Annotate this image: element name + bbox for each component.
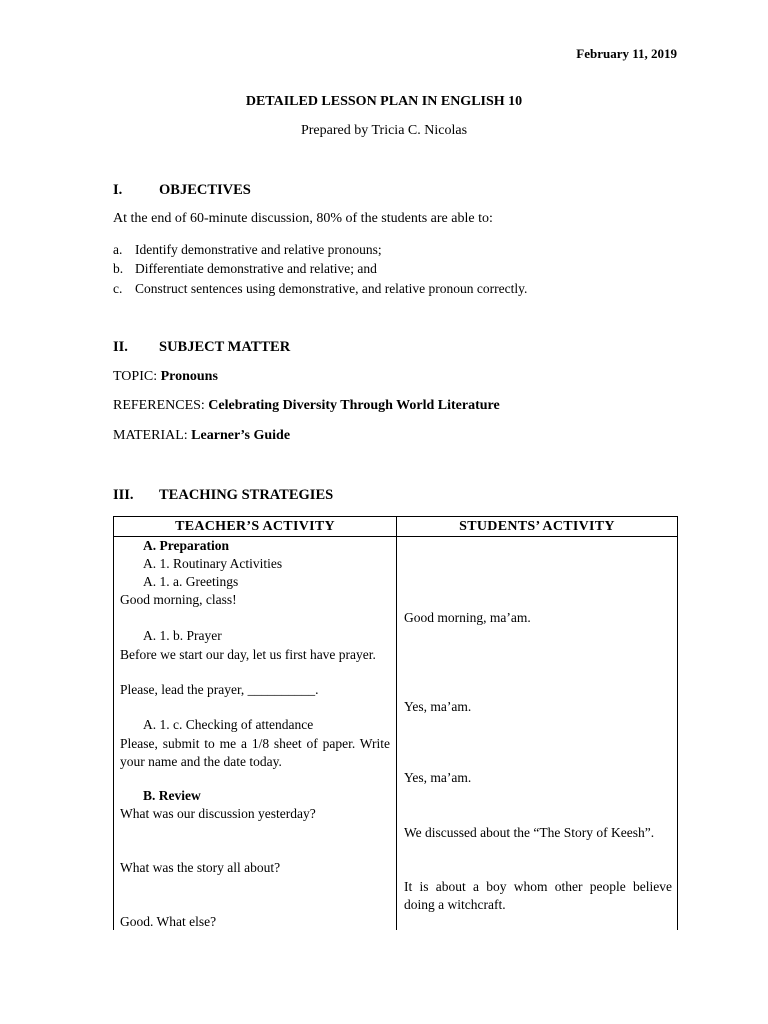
objective-item bbox=[113, 242, 382, 258]
list-text: Differentiate demonstrative and relative; and bbox=[135, 261, 377, 276]
document-date: February 11, 2019 bbox=[576, 46, 677, 61]
student-reply: Yes, ma’am. bbox=[404, 699, 472, 714]
document-title: DETAILED LESSON PLAN IN ENGLISH 10 bbox=[245, 94, 523, 109]
material-label: MATERIAL: bbox=[113, 428, 188, 443]
student-reply: Yes, ma’am. bbox=[404, 770, 472, 785]
student-reply: We discussed about the “The Story of Keesh”. bbox=[404, 825, 655, 840]
activities-table bbox=[113, 516, 678, 930]
topic-label: TOPIC: bbox=[113, 369, 158, 384]
attendance-instruction: Please, submit to me a 1/8 sheet of paper. Write your name and the date today. bbox=[120, 736, 390, 769]
section-title: TEACHING STRATEGIES bbox=[159, 487, 334, 503]
material-field bbox=[113, 428, 290, 444]
prepared-by: Prepared by Tricia C. Nicolas bbox=[300, 123, 468, 138]
list-text: Identify demonstrative and relative pronouns; bbox=[135, 242, 382, 257]
prayer-instruction: Before we start our day, let us first have prayer. bbox=[120, 647, 376, 662]
objectives-heading bbox=[113, 182, 251, 199]
students-activity-cell bbox=[397, 537, 678, 931]
topic-field bbox=[113, 369, 218, 385]
topic-value: Pronouns bbox=[160, 369, 218, 384]
list-text: Construct sentences using demonstrative, and relative pronoun correctly. bbox=[135, 281, 528, 296]
section-number: III. bbox=[113, 487, 134, 503]
teacher-activity-cell bbox=[114, 537, 397, 931]
attendance-heading: A. 1. c. Checking of attendance bbox=[143, 717, 314, 732]
teacher-greeting: Good morning, class! bbox=[120, 592, 237, 607]
table-header-row bbox=[114, 517, 678, 537]
routinary-activities: A. 1. Routinary Activities bbox=[143, 556, 283, 571]
objectives-intro: At the end of 60-minute discussion, 80% of the students are able to: bbox=[113, 211, 493, 226]
section-number: I. bbox=[113, 182, 123, 198]
objective-item bbox=[113, 281, 527, 297]
preparation-heading: A. Preparation bbox=[143, 538, 229, 553]
objective-item bbox=[113, 261, 377, 277]
student-reply: Good morning, ma’am. bbox=[404, 610, 531, 625]
subject-matter-heading bbox=[113, 339, 290, 356]
section-title: OBJECTIVES bbox=[159, 182, 251, 198]
lead-prayer-instruction: Please, lead the prayer, __________. bbox=[120, 682, 319, 697]
material-value: Learner’s Guide bbox=[191, 428, 291, 443]
references-value: Celebrating Diversity Through World Literature bbox=[208, 398, 500, 413]
section-title: SUBJECT MATTER bbox=[159, 339, 291, 355]
references-label: REFERENCES: bbox=[113, 398, 205, 413]
teaching-strategies-heading bbox=[113, 487, 333, 504]
section-number: II. bbox=[113, 339, 128, 355]
review-heading: B. Review bbox=[143, 788, 201, 803]
greetings-heading: A. 1. a. Greetings bbox=[143, 574, 239, 589]
student-reply: It is about a boy whom other people believe doing a witchcraft. bbox=[404, 879, 672, 912]
review-question: What was the story all about? bbox=[120, 860, 281, 875]
students-column-header: STUDENTS’ ACTIVITY bbox=[397, 517, 678, 537]
review-question: What was our discussion yesterday? bbox=[120, 806, 316, 821]
list-letter: b. bbox=[113, 261, 124, 276]
list-letter: c. bbox=[113, 281, 123, 296]
references-field bbox=[113, 398, 500, 414]
prayer-heading: A. 1. b. Prayer bbox=[143, 628, 222, 643]
list-letter: a. bbox=[113, 242, 123, 257]
review-question: Good. What else? bbox=[120, 914, 217, 929]
teacher-column-header: TEACHER’S ACTIVITY bbox=[114, 517, 397, 537]
table-row bbox=[114, 537, 678, 931]
